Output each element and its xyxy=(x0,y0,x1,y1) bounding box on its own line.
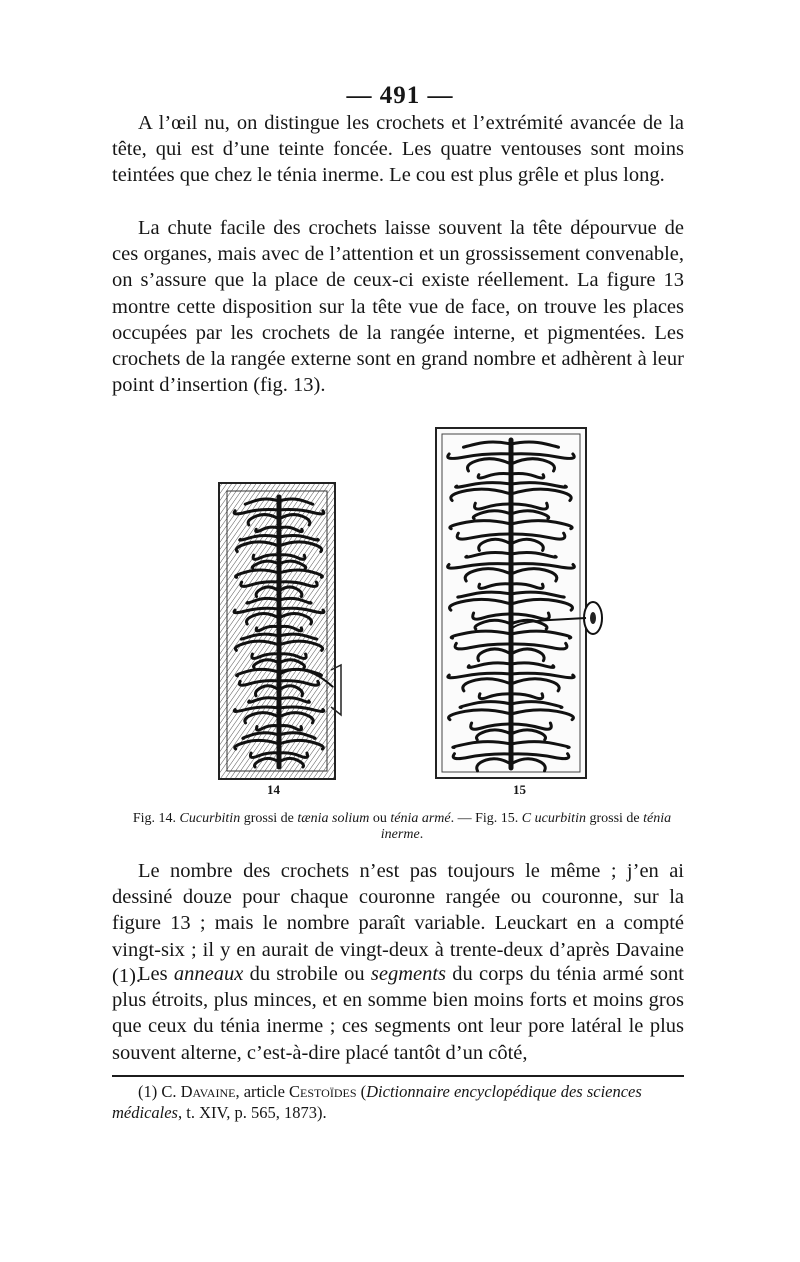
footnote-work: Dictionnaire encyclopédique des sciences médicales xyxy=(112,1082,642,1122)
footnote-reference: , t. XIV, p. 565, 1873). xyxy=(177,1103,327,1122)
paragraph-eye-observation xyxy=(112,110,684,189)
figure-caption xyxy=(122,811,682,843)
paragraph-text: A l’œil nu, on distingue les crochets et l’extrémité avancée de la tête, qui est d’une teinte foncée. Les quatre ventouses sont moins teintées que chez le ténia inerme. Le cou est plus grêle et plus long. xyxy=(112,112,684,187)
caption-fig14-or: ou xyxy=(369,811,391,826)
paragraph-hook-fall xyxy=(112,215,684,398)
caption-fig15-text: grossi de xyxy=(585,811,644,826)
figure-14-label: 14 xyxy=(267,782,280,797)
figures-container xyxy=(195,420,615,802)
footnote-rule xyxy=(112,1075,684,1077)
footnote-text: , article xyxy=(235,1082,290,1101)
footnote xyxy=(112,1081,684,1123)
caption-separator: . — xyxy=(450,811,476,826)
paragraph-text: du corps du ténia armé sont plus étroits, plus minces, et en somme bien moins forts et moins gros que ceux du ténia inerme ; ces segments ont leur pore latéral le plus souvent alterne, c’est-à-dire placé tantôt d’un côté, xyxy=(112,963,684,1064)
caption-fig14-common: ténia armé xyxy=(390,811,451,826)
caption-fig15-common: ténia inerme xyxy=(380,811,672,842)
paragraph-text: La chute facile des crochets laisse souvent la tête dépourvue de ces organes, mais avec de l’attention et un grossissement convenable, on s’assure que la place de ceux-ci existe réellement. La figure 13 montre cette disposition sur la tête vue de face, on trouve les places occupées par les crochets de la rangée interne, et pigmentées. Les crochets de la rangée externe sont en grand nombre et adhèrent à leur point d’insertion (fig. 13). xyxy=(112,217,684,397)
figure-15-illustration xyxy=(430,422,610,784)
footnote-article: Cestoïdes xyxy=(289,1082,357,1101)
term-segments: segments xyxy=(370,963,447,985)
caption-fig14-term: Cucurbitin xyxy=(179,811,241,826)
term-anneaux: anneaux xyxy=(173,963,244,985)
footnote-author: C. Davaine xyxy=(161,1082,236,1101)
figure-14-illustration xyxy=(213,475,345,785)
figure-15-label: 15 xyxy=(513,782,526,797)
caption-fig14-species: tænia solium xyxy=(297,811,370,826)
caption-fig14-prefix: Fig. 14. xyxy=(132,811,180,826)
caption-fig15-term: C ucurbitin xyxy=(521,811,586,826)
caption-fig15-prefix: Fig. 15. xyxy=(475,811,522,826)
paragraph-text: Le nombre des crochets n’est pas toujours le même ; j’en ai dessiné douze pour chaque couronne rangée ou couronne, sur la figure 13 ; mais le nombre paraît variable. Leuckart en a compté vingt-six ; il y en aurait de vingt-deux à trente-deux d’après Davaine (1). xyxy=(112,860,684,987)
page-number: — 491 — xyxy=(346,82,454,109)
paragraph-text: Les xyxy=(138,963,174,985)
footnote-text: ( xyxy=(356,1082,367,1101)
paragraph-segments xyxy=(112,961,684,1066)
caption-fig14-text: grossi de xyxy=(240,811,298,826)
footnote-marker: (1) xyxy=(138,1082,162,1101)
caption-end: . xyxy=(419,827,424,842)
paragraph-text: du strobile ou xyxy=(243,963,371,985)
